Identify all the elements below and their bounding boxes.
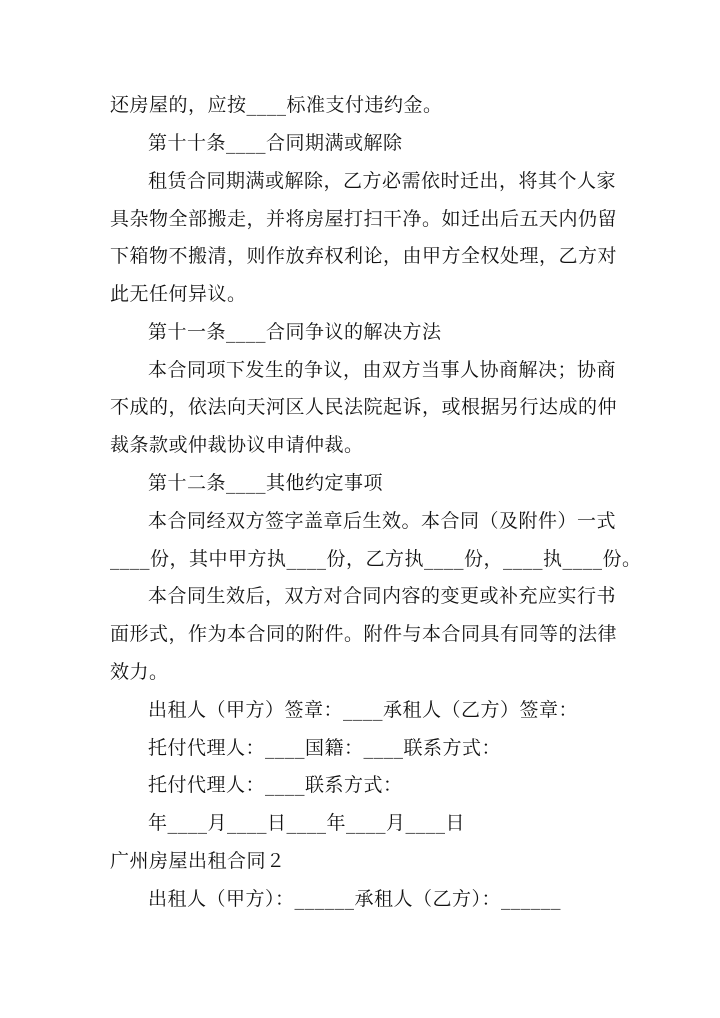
- text-line: 具杂物全部搬走，并将房屋打扫干净。如迁出后五天内仍留: [110, 208, 618, 230]
- text-line: 本合同项下发生的争议，由双方当事人协商解决；协商: [148, 359, 617, 381]
- text-line: ____份，其中甲方执____份，乙方执____份，____执____份。: [110, 548, 642, 570]
- text-line: 效力。: [110, 661, 169, 683]
- article-heading: 第十一条____合同争议的解决方法: [148, 321, 442, 343]
- text-line: 还房屋的，应按____标准支付违约金。: [110, 94, 443, 116]
- party-line: 出租人（甲方）：______承租人（乙方）：______: [148, 888, 562, 910]
- agent-line: 托付代理人：____国籍：____联系方式：: [148, 737, 502, 759]
- text-line: 本合同生效后，双方对合同内容的变更或补充应实行书: [148, 585, 617, 607]
- article-heading: 第十十条____合同期满或解除: [148, 132, 403, 154]
- text-line: 裁条款或仲裁协议申请仲裁。: [110, 434, 364, 456]
- text-line: 此无任何异议。: [110, 283, 247, 305]
- text-line: 租赁合同期满或解除，乙方必需依时迁出，将其个人家: [148, 170, 617, 192]
- article-heading: 第十二条____其他约定事项: [148, 472, 384, 494]
- text-line: 本合同经双方签字盖章后生效。本合同（及附件）一式: [148, 510, 617, 532]
- date-line: 年____月____日____年____月____日: [148, 812, 466, 834]
- section-title: 广州房屋出租合同２: [110, 850, 286, 872]
- agent-line: 托付代理人：____联系方式：: [148, 774, 403, 796]
- signature-line: 出租人（甲方）签章：____承租人（乙方）签章：: [148, 699, 579, 721]
- text-line: 不成的，依法向天河区人民法院起诉，或根据另行达成的仲: [110, 396, 618, 418]
- text-line: 下箱物不搬清，则作放弃权利论，由甲方全权处理，乙方对: [110, 245, 618, 267]
- text-line: 面形式，作为本合同的附件。附件与本合同具有同等的法律: [110, 623, 618, 645]
